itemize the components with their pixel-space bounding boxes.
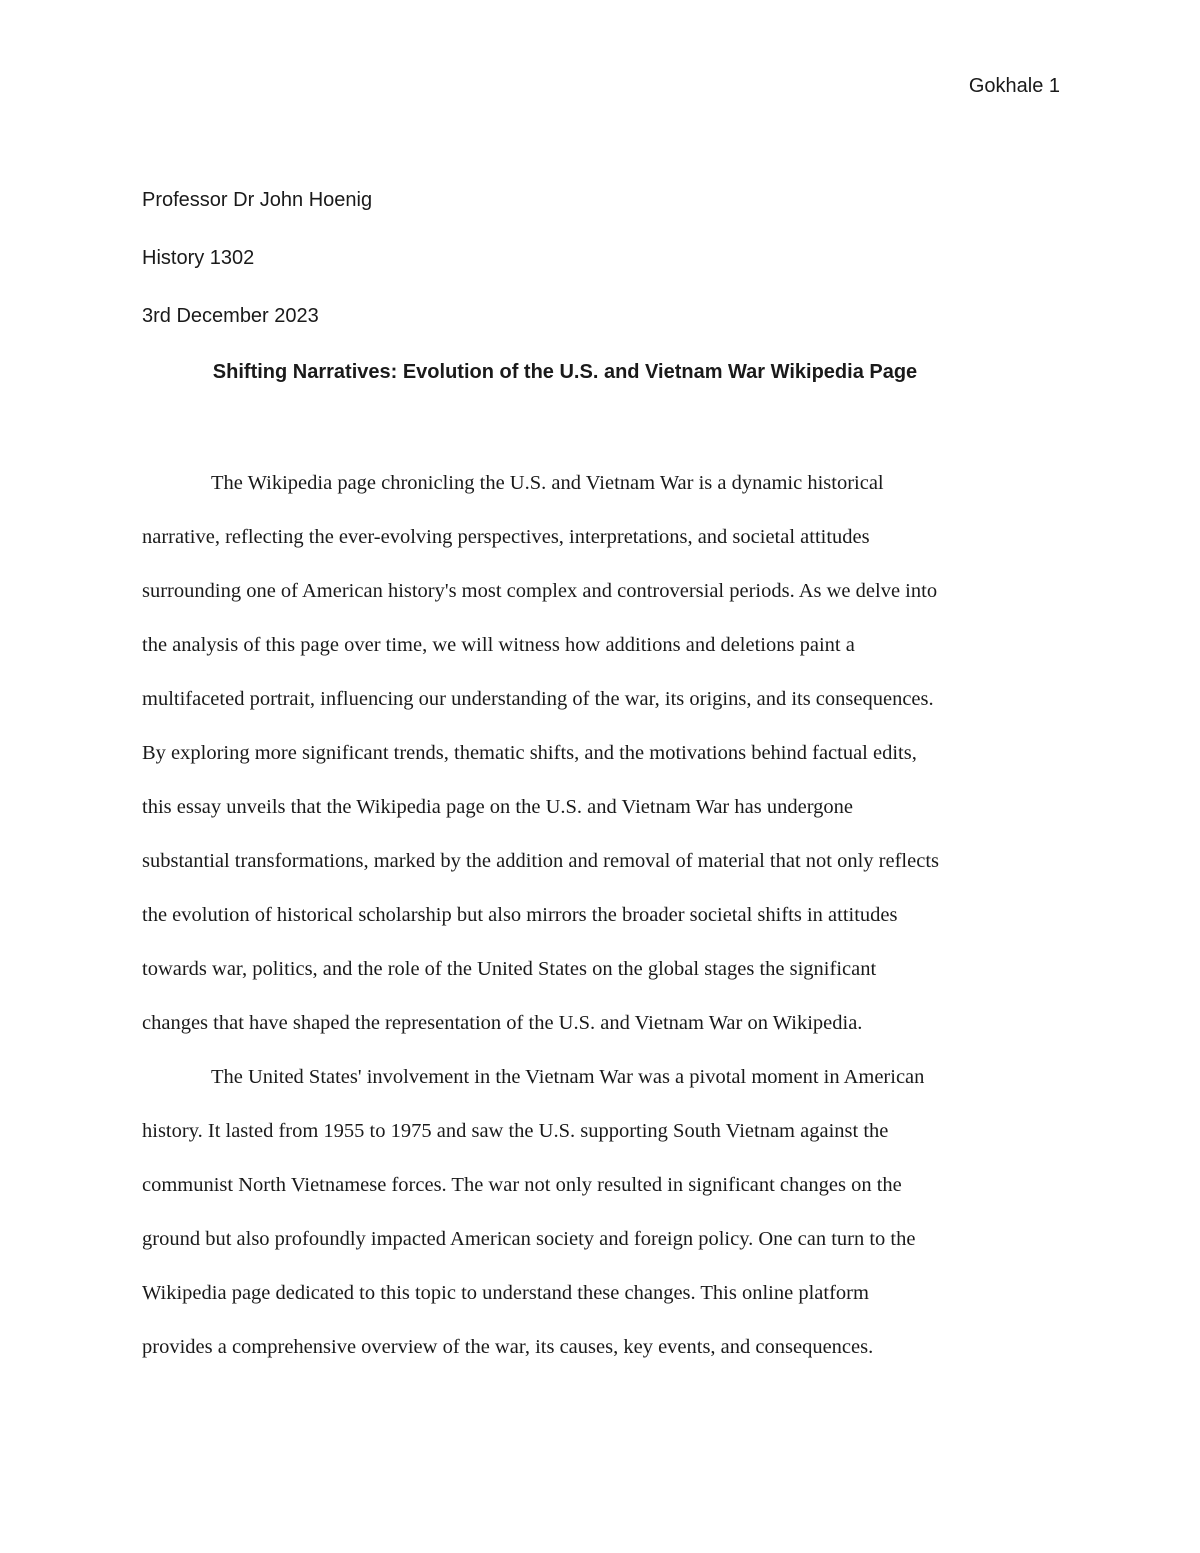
paragraph-2 xyxy=(142,1050,1062,1374)
paragraph-line: ground but also profoundly impacted American society and foreign policy. One can turn to the xyxy=(142,1228,916,1250)
instructor-name: Professor Dr John Hoenig xyxy=(142,189,373,211)
paragraph-line: By exploring more significant trends, thematic shifts, and the motivations behind factual edits, xyxy=(142,742,917,764)
paragraph-line: this essay unveils that the Wikipedia page on the U.S. and Vietnam War has undergone xyxy=(142,796,853,818)
running-head: Gokhale 1 xyxy=(968,75,1060,97)
paragraph-line: provides a comprehensive overview of the war, its causes, key events, and consequences. xyxy=(142,1336,874,1358)
paragraph-line: towards war, politics, and the role of the United States on the global stages the significant xyxy=(142,958,877,980)
paragraph-line: communist North Vietnamese forces. The war not only resulted in significant changes on the xyxy=(142,1174,902,1196)
paragraph-line: narrative, reflecting the ever-evolving perspectives, interpretations, and societal attitudes xyxy=(142,526,870,548)
paragraph-line: history. It lasted from 1955 to 1975 and saw the U.S. supporting South Vietnam against the xyxy=(142,1120,889,1142)
paragraph-line: surrounding one of American history's most complex and controversial periods. As we delve into xyxy=(142,580,938,602)
course-name: History 1302 xyxy=(142,247,255,269)
paragraph-line: Wikipedia page dedicated to this topic to understand these changes. This online platform xyxy=(142,1282,869,1304)
paragraph-line: changes that have shaped the representation of the U.S. and Vietnam War on Wikipedia. xyxy=(142,1012,863,1034)
paragraph-line: substantial transformations, marked by the addition and removal of material that not only reflects xyxy=(142,850,939,872)
essay-date: 3rd December 2023 xyxy=(142,305,319,327)
paragraph-line: the analysis of this page over time, we will witness how additions and deletions paint a xyxy=(142,634,855,656)
paragraph-1 xyxy=(142,456,1062,1050)
paragraph-line: the evolution of historical scholarship but also mirrors the broader societal shifts in attitudes xyxy=(142,904,898,926)
essay-title: Shifting Narratives: Evolution of the U.S. and Vietnam War Wikipedia Page xyxy=(212,361,918,383)
paragraph-line: The United States' involvement in the Vietnam War was a pivotal moment in American xyxy=(211,1066,925,1088)
paragraph-line: The Wikipedia page chronicling the U.S. and Vietnam War is a dynamic historical xyxy=(211,472,884,494)
paragraph-line: multifaceted portrait, influencing our understanding of the war, its origins, and its consequences. xyxy=(142,688,934,710)
